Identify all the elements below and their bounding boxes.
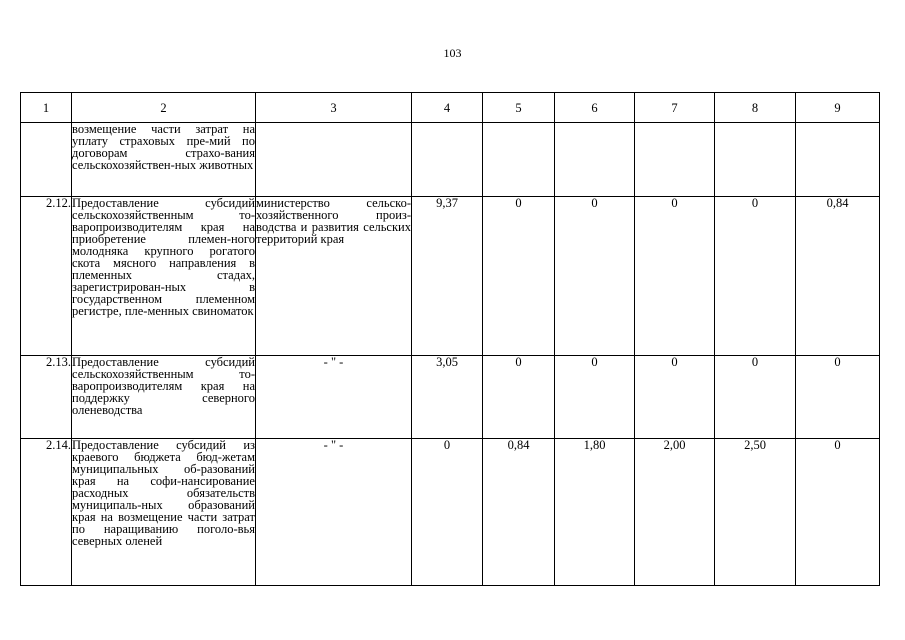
- executor: - " -: [256, 439, 412, 586]
- value-cell: 0,84: [483, 439, 555, 586]
- program-table: [20, 92, 880, 586]
- column-header: 8: [715, 93, 796, 123]
- table-row: [21, 197, 880, 356]
- table-row: [21, 439, 880, 586]
- value-cell: 0: [483, 356, 555, 439]
- column-header: 1: [21, 93, 72, 123]
- value-cell: 9,37: [412, 197, 483, 356]
- row-number: 2.12.: [21, 197, 72, 356]
- page-number: 103: [443, 46, 462, 60]
- value-cell: [483, 123, 555, 197]
- value-cell: 0: [555, 356, 635, 439]
- value-cell: 0: [635, 356, 715, 439]
- value-cell: 1,80: [555, 439, 635, 586]
- value-cell: [796, 123, 880, 197]
- table-row: [21, 356, 880, 439]
- value-cell: 0: [796, 439, 880, 586]
- value-cell: 0: [635, 197, 715, 356]
- column-header: 6: [555, 93, 635, 123]
- column-header: 3: [256, 93, 412, 123]
- executor: министерство сельско-хозяйственного произ-водства и развития сельских территорий края: [256, 197, 412, 356]
- value-cell: 2,50: [715, 439, 796, 586]
- measure-description: Предоставление субсидий из краевого бюджета бюд-жетам муниципальных об-разований края на софи-нансирование расходных обязательств муниципаль-ных образований края на возмещение части затрат по наращиванию поголо-вья северных оленей: [72, 439, 256, 586]
- executor: [256, 123, 412, 197]
- value-cell: 2,00: [635, 439, 715, 586]
- value-cell: 0: [483, 197, 555, 356]
- value-cell: 0,84: [796, 197, 880, 356]
- row-number: 2.14.: [21, 439, 72, 586]
- value-cell: 3,05: [412, 356, 483, 439]
- value-cell: [412, 123, 483, 197]
- column-header: 5: [483, 93, 555, 123]
- table-header-row: [21, 93, 880, 123]
- measure-description: Предоставление субсидий сельскохозяйственным то-варопроизводителям края на поддержку северного оленеводства: [72, 356, 256, 439]
- executor: - " -: [256, 356, 412, 439]
- row-number: [21, 123, 72, 197]
- column-header: 4: [412, 93, 483, 123]
- row-number: 2.13.: [21, 356, 72, 439]
- column-header: 9: [796, 93, 880, 123]
- table-row: [21, 123, 880, 197]
- value-cell: 0: [796, 356, 880, 439]
- value-cell: [635, 123, 715, 197]
- measure-description: возмещение части затрат на уплату страховых пре-мий по договорам страхо-вания сельскохозяйствен-ных животных: [72, 123, 256, 197]
- value-cell: 0: [412, 439, 483, 586]
- column-header: 2: [72, 93, 256, 123]
- value-cell: 0: [715, 197, 796, 356]
- value-cell: [715, 123, 796, 197]
- value-cell: [555, 123, 635, 197]
- column-header: 7: [635, 93, 715, 123]
- value-cell: 0: [555, 197, 635, 356]
- value-cell: 0: [715, 356, 796, 439]
- measure-description: Предоставление субсидий сельскохозяйственным то-варопроизводителям края на приобретение племен-ного молодняка крупного рогатого скота мясного направления в племенных стадах, зарегистрирован-ных в государственном племенном регистре, пле-менных свиноматок: [72, 197, 256, 356]
